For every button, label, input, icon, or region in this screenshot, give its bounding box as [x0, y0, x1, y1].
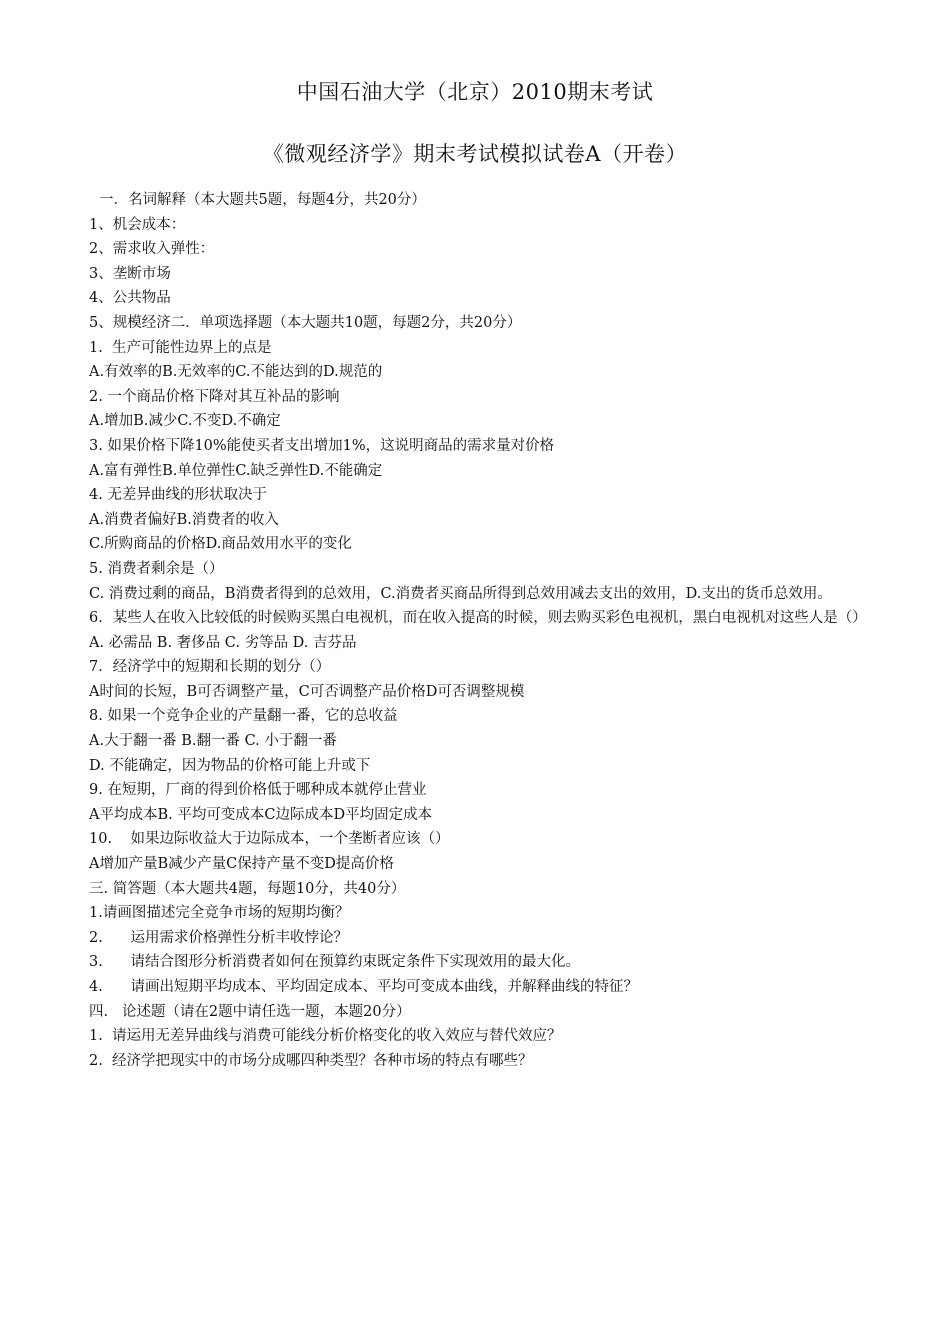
question-line: 3. 如果价格下降10%能使买者支出增加1%，这说明商品的需求量对价格 — [89, 437, 555, 454]
question-line: 1.请画图描述完全竞争市场的短期均衡？ — [89, 905, 350, 922]
question-line: 6．某些人在收入比较低的时候购买黑白电视机，而在收入提高的时候，则去购买彩色电视机，黑白电视机对这些人是（） — [89, 610, 867, 627]
option-line: A增加产量B减少产量C保持产量不变D提高价格 — [89, 856, 394, 873]
question-line: 2. 一个商品价格下降对其互补品的影响 — [89, 388, 340, 405]
option-line: A.大于翻一番 B.翻一番 C. 小于翻一番 — [89, 733, 337, 750]
option-line: A. 必需品 B. 奢侈品 C. 劣等品 D. 吉芬品 — [89, 634, 357, 651]
option-line: A.增加B.减少C.不变D.不确定 — [89, 413, 281, 430]
question-line: 10. 如果边际收益大于边际成本，一个垄断者应该（） — [89, 831, 450, 848]
question-line: 4. 无差异曲线的形状取决于 — [89, 487, 267, 504]
option-line: D. 不能确定，因为物品的价格可能上升或下 — [89, 757, 371, 774]
question-line: 5. 消费者剩余是（） — [89, 560, 224, 577]
question-line: 1. 生产可能性边界上的点是 — [89, 339, 272, 356]
question-line: 8. 如果一个竞争企业的产量翻一番，它的总收益 — [89, 708, 398, 725]
question-line: 2. 运用需求价格弹性分析丰收悖论？ — [89, 929, 348, 946]
exam-body — [89, 188, 889, 1073]
question-line: 3、垄断市场 — [89, 265, 171, 282]
option-line: A.富有弹性B.单位弹性C.缺乏弹性D.不能确定 — [89, 462, 383, 479]
section-heading-2: 5、规模经济二．单项选择题（本大题共10题，每题2分，共20分） — [89, 314, 522, 331]
option-line: A.消费者偏好B.消费者的收入 — [89, 511, 279, 528]
question-line: 1、机会成本： — [89, 216, 186, 233]
option-line: A.有效率的B.无效率的C.不能达到的D.规范的 — [89, 364, 383, 381]
option-line: C.所购商品的价格D.商品效用水平的变化 — [89, 536, 352, 553]
option-line: A平均成本B. 平均可变成本C边际成本D平均固定成本 — [89, 806, 433, 823]
section-heading-3: 三. 简答题（本大题共4题，每题10分，共40分） — [89, 880, 406, 897]
question-line: 9. 在短期，厂商的得到价格低于哪种成本就停止营业 — [89, 782, 427, 799]
question-line: 2、需求收入弹性： — [89, 241, 215, 258]
question-line: 1. 请运用无差异曲线与消费可能线分析价格变化的收入效应与替代效应？ — [89, 1028, 562, 1045]
question-line: 3. 请结合图形分析消费者如何在预算约束既定条件下实现效用的最大化。 — [89, 954, 580, 971]
option-line: C. 消费过剩的商品，B消费者得到的总效用，C.消费者买商品所得到总效用减去支出的效用，D.支出的货币总效用。 — [89, 585, 832, 602]
question-line: 4、公共物品 — [89, 290, 171, 307]
exam-subtitle: 《微观经济学》期末考试模拟试卷A（开卷） — [262, 142, 688, 166]
question-line: 7．经济学中的短期和长期的划分（） — [89, 659, 331, 676]
exam-title: 中国石油大学（北京）2010期末考试 — [296, 80, 654, 104]
section-heading-1: 一．名词解释（本大题共5题，每题4分，共20分） — [99, 192, 426, 208]
section-heading-4: 四. 论述题（请在2题中请任选一题，本题20分） — [89, 1003, 411, 1020]
question-line: 2. 经济学把现实中的市场分成哪四种类型？各种市场的特点有哪些？ — [89, 1052, 533, 1069]
question-line: 4. 请画出短期平均成本、平均固定成本、平均可变成本曲线，并解释曲线的特征？ — [89, 979, 638, 995]
option-line: A时间的长短，B可否调整产量，C可否调整产品价格D可否调整规模 — [89, 683, 525, 700]
